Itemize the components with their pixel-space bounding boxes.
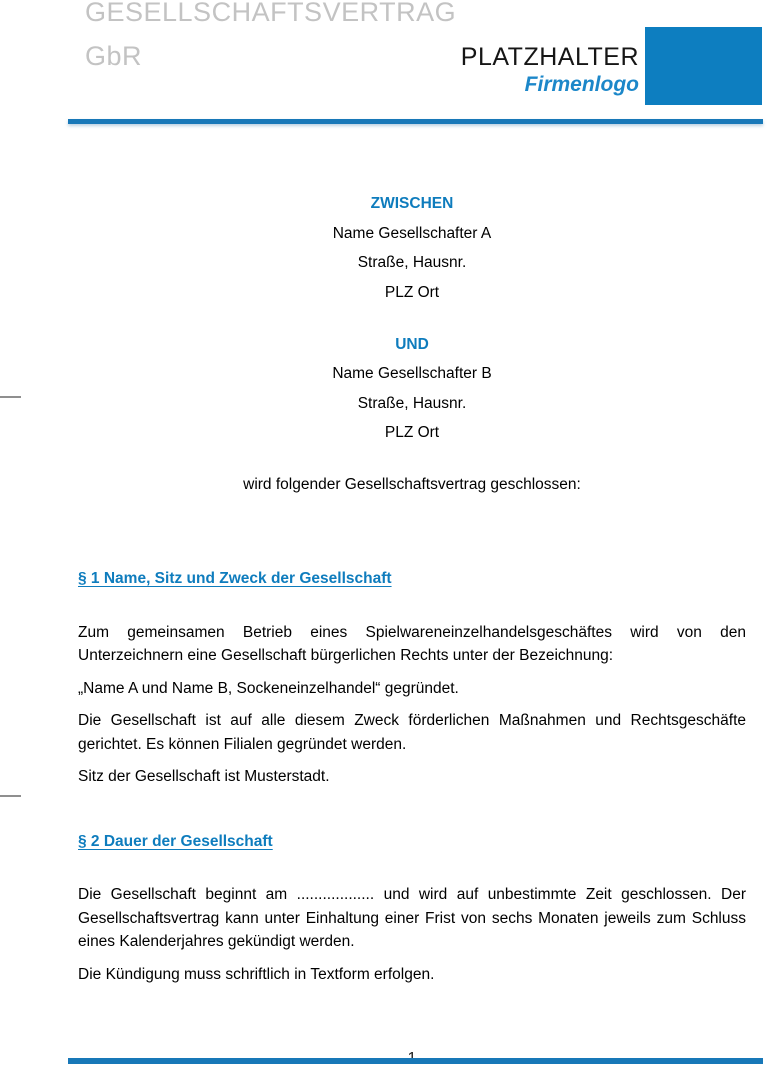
company-logo	[461, 27, 762, 105]
section-2-heading: § 2 Dauer der Gesellschaft	[78, 832, 273, 850]
fold-mark-top	[0, 396, 21, 398]
document-title-line1: GESELLSCHAFTSVERTRAG	[85, 0, 457, 27]
section-1-paragraph: Die Gesellschaft ist auf alle diesem Zweck förderlichen Maßnahmen und Rechtsgeschäfte gerichtet. Es können Filialen gegründet werden.	[78, 712, 746, 753]
document-title-line2: GbR	[85, 41, 143, 71]
logo-placeholder-name: PLATZHALTER	[460, 43, 639, 71]
footer-divider-rule	[68, 1058, 763, 1064]
header-divider-rule	[68, 119, 763, 124]
company-logo-text	[461, 27, 639, 98]
section-2-paragraph: Die Kündigung muss schriftlich in Textform erfolgen.	[78, 965, 435, 983]
section-1-paragraph: Sitz der Gesellschaft ist Musterstadt.	[78, 768, 330, 785]
section-2-paragraph: Die Gesellschaft beginnt am .................. und wird auf unbestimmte Zeit geschlossen. Der Gesellschaftsvertrag kann unter Einhaltung einer Frist von sechs Monaten jeweils zum Schluss eines Kalenderjahres gekündigt werden.	[78, 886, 746, 950]
logo-subtitle: Firmenlogo	[524, 73, 639, 96]
section-2	[78, 830, 746, 987]
parties-block	[78, 192, 746, 497]
party-a-name: Name Gesellschafter A	[332, 224, 492, 242]
between-label: ZWISCHEN	[370, 195, 454, 212]
section-1-heading: § 1 Name, Sitz und Zweck der Gesellschaft	[78, 570, 392, 587]
party-b-name: Name Gesellschafter B	[332, 365, 492, 382]
logo-square-icon	[645, 27, 762, 105]
party-b-street: Straße, Hausnr.	[357, 394, 467, 412]
section-1-paragraph: „Name A und Name B, Sockeneinzelhandel“ gegründet.	[78, 679, 459, 697]
and-label: UND	[395, 335, 429, 353]
party-b-city: PLZ Ort	[384, 424, 440, 441]
party-a-street: Straße, Hausnr.	[357, 254, 467, 271]
fold-mark-bottom	[0, 795, 21, 797]
document-title	[85, 0, 456, 74]
contract-intro-line: wird folgender Gesellschaftsvertrag geschlossen:	[243, 476, 581, 493]
party-a-city: PLZ Ort	[384, 283, 440, 301]
section-1	[78, 567, 746, 789]
section-1-paragraph: Zum gemeinsamen Betrieb eines Spielwareneinzelhandelsgeschäftes wird von den Unterzeichnern eine Gesellschaft bürgerlichen Rechts unter der Bezeichnung:	[78, 623, 746, 664]
document-body	[78, 192, 746, 995]
